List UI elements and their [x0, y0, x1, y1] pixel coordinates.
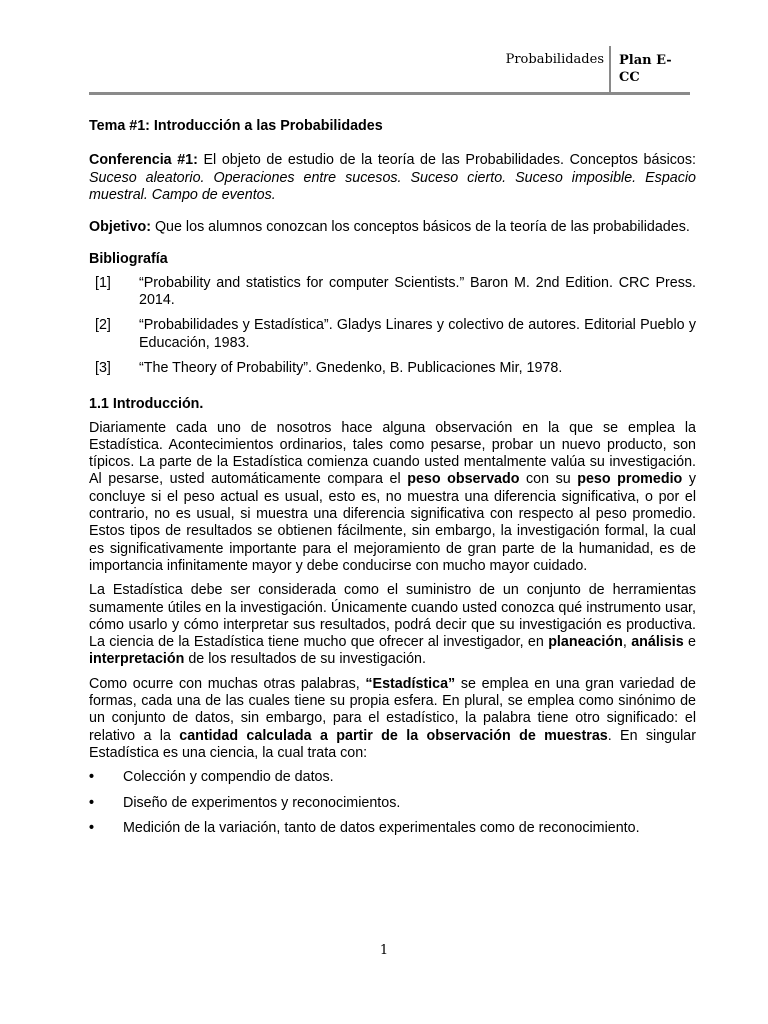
list-item	[89, 795, 696, 812]
header-subject: Probabilidades	[505, 52, 604, 67]
conference-paragraph	[89, 152, 696, 204]
bold-term: peso promedio	[577, 471, 683, 488]
bullet-icon: •	[89, 769, 95, 786]
page-number: 1	[379, 943, 389, 958]
reference-number: [1]	[95, 274, 111, 291]
section-heading: 1.1 Introducción.	[89, 396, 204, 413]
bold-term: interpretación	[89, 651, 185, 668]
reference-text: “Probabilidades y Estadística”. Gladys Linares y colectivo de autores. Editorial Pueblo y Educación, 1983.	[139, 317, 696, 351]
header-plan: Plan E-CC	[619, 53, 672, 85]
page-header	[89, 46, 690, 95]
bold-term: planeación	[548, 634, 623, 651]
bold-term: peso observado	[407, 471, 520, 488]
text-run: Diariamente cada uno de nosotros hace alguna observación en la que se emplea la Estadística. Acontecimientos ordinarios, tales como pesarse, probar un nuevo producto, son típicos. La parte de la Estadística comienza cuando usted mentalmente valúa su investigación. Al pesarse, usted automáticamente compara el	[89, 419, 696, 488]
reference-item	[89, 275, 696, 310]
list-item-text: Colección y compendio de datos.	[123, 769, 334, 786]
text-run: ,	[622, 634, 632, 651]
bold-term: cantidad calculada a partir de la observación de muestras	[179, 727, 608, 744]
intro-paragraph-2	[89, 582, 696, 668]
bullet-icon: •	[89, 819, 95, 836]
list-item	[89, 820, 696, 837]
document-body	[89, 118, 696, 845]
text-run: La Estadística debe ser considerada como el suministro de un conjunto de herramientas sumamente útiles en la investigación. Únicamente cuando usted conozca qué instrumento usar, cómo usarlo y cómo interpretar sus resultados, podrá decir que su investigación es productiva. La ciencia de la Estadística tiene mucho que ofrecer al investigador, en	[89, 582, 696, 651]
reference-item	[89, 360, 696, 377]
text-run: se emplea en una gran variedad de formas, cada una de las cuales tiene su propia esfera. En plural, se emplea como sinónimo de un conjunto de datos, sin embargo, para el estadístico, la palabra tiene otro significado: el relativo a la	[89, 675, 697, 744]
objective-paragraph	[89, 219, 696, 236]
text-run: Como ocurre con muchas otras palabras,	[89, 675, 366, 692]
reference-number: [3]	[95, 359, 111, 376]
list-item	[89, 769, 696, 786]
bold-term: análisis	[631, 634, 684, 651]
reference-text: “The Theory of Probability”. Gnedenko, B. Publicaciones Mir, 1978.	[139, 359, 563, 376]
bullet-icon: •	[89, 794, 95, 811]
conference-label: Conferencia #1:	[89, 152, 198, 169]
objective-text: Que los alumnos conozcan los conceptos básicos de la teoría de las probabilidades.	[150, 219, 690, 236]
header-divider	[609, 46, 611, 92]
conference-concepts: Suceso aleatorio. Operaciones entre sucesos. Suceso cierto. Suceso imposible. Espacio muestral. Campo de eventos.	[89, 169, 696, 203]
reference-item	[89, 317, 696, 352]
intro-paragraph-1	[89, 420, 696, 576]
intro-paragraph-3	[89, 676, 696, 762]
text-run: . En singular Estadística es una ciencia, la cual trata con:	[89, 727, 696, 761]
text-run: e	[683, 634, 696, 651]
bold-term: “Estadística”	[365, 675, 456, 692]
conference-text: El objeto de estudio de la teoría de las Probabilidades. Conceptos básicos:	[197, 152, 696, 169]
reference-text: “Probability and statistics for computer Scientists.” Baron M. 2nd Edition. CRC Press. 2014.	[139, 274, 696, 309]
bibliography-heading: Bibliografía	[89, 251, 168, 268]
list-item-text: Medición de la variación, tanto de datos experimentales como de reconocimiento.	[123, 819, 640, 836]
text-run: con su	[519, 471, 578, 488]
list-item-text: Diseño de experimentos y reconocimientos.	[123, 794, 401, 811]
objective-label: Objetivo:	[89, 219, 151, 236]
text-run: y concluye si el peso actual es usual, esto es, no muestra una diferencia significativa, o por el contrario, no es usual, si muestra una diferencia significativa con respecto al peso promedio. Estos tipos de resultados se obtienen fácilmente, sin embargo, la investigación formal, la cual es significativamente importante para el mejoramiento de gran parte de la humanidad, es de importancia infinitamente mayor y debe conducirse con mucho mayor cuidado.	[89, 471, 696, 574]
topic-title: Tema #1: Introducción a las Probabilidades	[89, 118, 383, 134]
reference-number: [2]	[95, 317, 111, 334]
text-run: de los resultados de su investigación.	[184, 651, 426, 668]
